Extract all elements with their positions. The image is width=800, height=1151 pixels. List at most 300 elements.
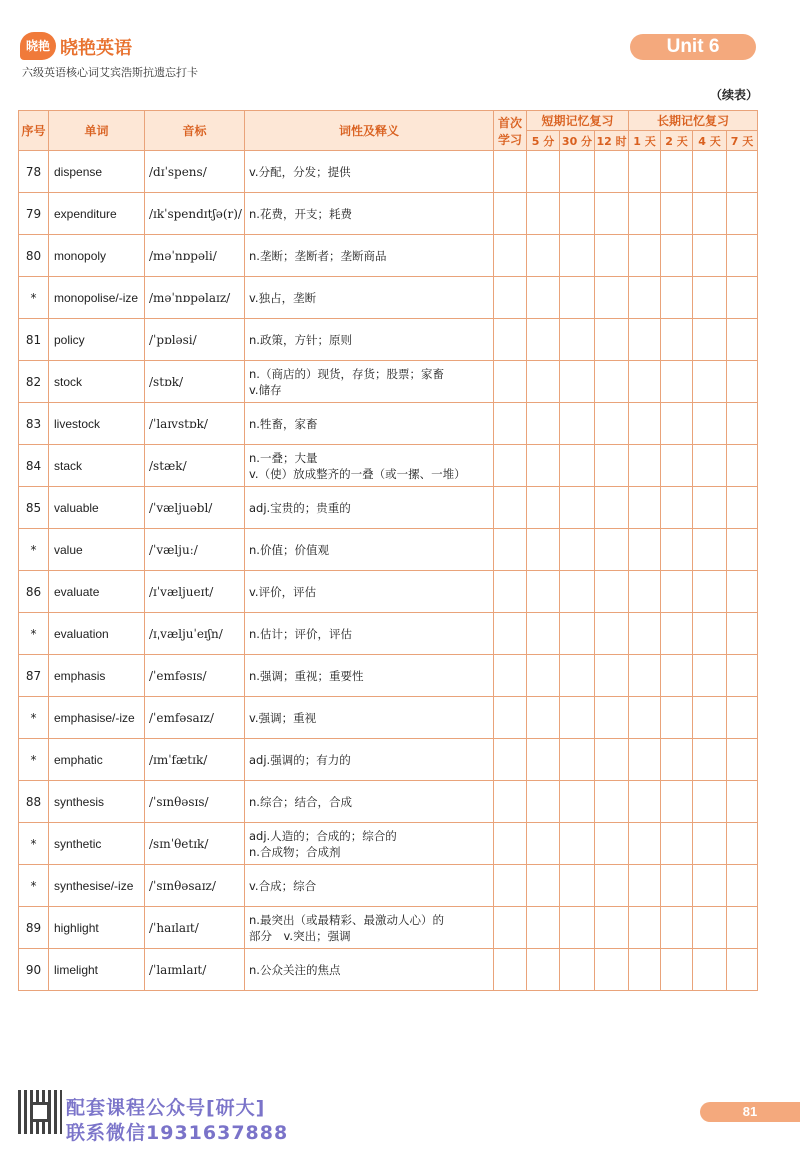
first-study-checkbox[interactable] [494, 907, 527, 949]
first-study-checkbox[interactable] [494, 445, 527, 487]
review-1day-checkbox[interactable] [629, 949, 661, 991]
definition-cell [245, 865, 494, 907]
review-12h-checkbox[interactable] [595, 781, 629, 823]
definition-cell [245, 319, 494, 361]
table-row [19, 613, 758, 655]
review-12h-checkbox[interactable] [595, 235, 629, 277]
review-30min-checkbox[interactable] [560, 739, 595, 781]
table-row [19, 235, 758, 277]
definition-line: n.最突出（或最精彩、最激动人心）的 [249, 912, 444, 927]
review-1day-checkbox[interactable] [629, 613, 661, 655]
first-study-checkbox[interactable] [494, 235, 527, 277]
review-1day-checkbox[interactable] [629, 739, 661, 781]
review-1day-checkbox[interactable] [629, 403, 661, 445]
header-30min: 30 分 [560, 131, 595, 151]
review-5min-checkbox[interactable] [527, 781, 560, 823]
phonetic-cell: /ˈlaɪvstɒk/ [145, 403, 245, 445]
review-4day-checkbox[interactable] [693, 571, 727, 613]
table-row [19, 403, 758, 445]
review-4day-checkbox[interactable] [693, 319, 727, 361]
definition-line: n.强调；重视；重要性 [249, 668, 364, 683]
review-2day-checkbox[interactable] [661, 613, 693, 655]
word-cell: evaluate [49, 571, 145, 613]
header-phonetic: 音标 [145, 111, 245, 151]
table-row [19, 865, 758, 907]
review-30min-checkbox[interactable] [560, 613, 595, 655]
review-5min-checkbox[interactable] [527, 655, 560, 697]
review-30min-checkbox[interactable] [560, 781, 595, 823]
page-number: 81 [700, 1102, 800, 1122]
phonetic-cell: /ɪˌvæljuˈeɪʃn/ [145, 613, 245, 655]
review-12h-checkbox[interactable] [595, 445, 629, 487]
review-5min-checkbox[interactable] [527, 907, 560, 949]
review-4day-checkbox[interactable] [693, 781, 727, 823]
review-4day-checkbox[interactable] [693, 151, 727, 193]
first-study-checkbox[interactable] [494, 571, 527, 613]
review-4day-checkbox[interactable] [693, 529, 727, 571]
row-number: * [19, 529, 49, 571]
review-12h-checkbox[interactable] [595, 151, 629, 193]
brand-title: 晓艳英语 [60, 38, 132, 59]
definition-line: adj.强调的；有力的 [249, 752, 351, 767]
definition-cell [245, 655, 494, 697]
review-2day-checkbox[interactable] [661, 529, 693, 571]
first-study-checkbox[interactable] [494, 361, 527, 403]
review-4day-checkbox[interactable] [693, 235, 727, 277]
review-5min-checkbox[interactable] [527, 529, 560, 571]
unit-badge: Unit 6 [630, 34, 756, 60]
row-number: 88 [19, 781, 49, 823]
review-5min-checkbox[interactable] [527, 865, 560, 907]
review-1day-checkbox[interactable] [629, 361, 661, 403]
row-number: * [19, 277, 49, 319]
word-cell: synthesise/-ize [49, 865, 145, 907]
book-subtitle: 六级英语核心词艾宾浩斯抗遗忘打卡 [22, 66, 198, 79]
phonetic-cell: /sɪnˈθetɪk/ [145, 823, 245, 865]
review-7day-checkbox[interactable] [727, 613, 758, 655]
review-12h-checkbox[interactable] [595, 613, 629, 655]
row-number: 78 [19, 151, 49, 193]
phonetic-cell: /ˈhaɪlaɪt/ [145, 907, 245, 949]
definition-line: n.估计；评价，评估 [249, 626, 352, 641]
review-7day-checkbox[interactable] [727, 823, 758, 865]
review-12h-checkbox[interactable] [595, 739, 629, 781]
row-number: 85 [19, 487, 49, 529]
row-number: 79 [19, 193, 49, 235]
table-body [19, 151, 758, 991]
review-12h-checkbox[interactable] [595, 361, 629, 403]
review-12h-checkbox[interactable] [595, 403, 629, 445]
first-study-checkbox[interactable] [494, 739, 527, 781]
table-row [19, 529, 758, 571]
review-1day-checkbox[interactable] [629, 529, 661, 571]
review-7day-checkbox[interactable] [727, 529, 758, 571]
review-5min-checkbox[interactable] [527, 739, 560, 781]
review-7day-checkbox[interactable] [727, 571, 758, 613]
table-row [19, 319, 758, 361]
review-12h-checkbox[interactable] [595, 277, 629, 319]
definition-cell [245, 949, 494, 991]
word-cell: limelight [49, 949, 145, 991]
table-row [19, 571, 758, 613]
review-5min-checkbox[interactable] [527, 445, 560, 487]
review-4day-checkbox[interactable] [693, 361, 727, 403]
review-7day-checkbox[interactable] [727, 949, 758, 991]
review-2day-checkbox[interactable] [661, 193, 693, 235]
word-cell: expenditure [49, 193, 145, 235]
review-7day-checkbox[interactable] [727, 655, 758, 697]
logo-icon: 晓艳 [20, 32, 56, 60]
word-cell: value [49, 529, 145, 571]
review-5min-checkbox[interactable] [527, 949, 560, 991]
review-1day-checkbox[interactable] [629, 697, 661, 739]
phonetic-cell: /ˈsɪnθəsɪs/ [145, 781, 245, 823]
table-row [19, 445, 758, 487]
review-30min-checkbox[interactable] [560, 487, 595, 529]
definition-cell [245, 739, 494, 781]
table-header-row [19, 111, 758, 131]
review-12h-checkbox[interactable] [595, 319, 629, 361]
first-study-checkbox[interactable] [494, 697, 527, 739]
first-study-checkbox[interactable] [494, 865, 527, 907]
review-30min-checkbox[interactable] [560, 277, 595, 319]
review-5min-checkbox[interactable] [527, 277, 560, 319]
review-5min-checkbox[interactable] [527, 613, 560, 655]
definition-line: v.独占，垄断 [249, 290, 317, 305]
review-5min-checkbox[interactable] [527, 319, 560, 361]
phonetic-cell: /stæk/ [145, 445, 245, 487]
phonetic-cell: /məˈnɒpəlaɪz/ [145, 277, 245, 319]
first-study-checkbox[interactable] [494, 319, 527, 361]
review-12h-checkbox[interactable] [595, 907, 629, 949]
first-study-checkbox[interactable] [494, 613, 527, 655]
definition-line: n.垄断；垄断者；垄断商品 [249, 248, 387, 263]
review-2day-checkbox[interactable] [661, 865, 693, 907]
header-long-term: 长期记忆复习 [629, 111, 758, 131]
review-4day-checkbox[interactable] [693, 445, 727, 487]
review-5min-checkbox[interactable] [527, 235, 560, 277]
definition-cell [245, 193, 494, 235]
review-30min-checkbox[interactable] [560, 193, 595, 235]
first-study-checkbox[interactable] [494, 949, 527, 991]
word-cell: valuable [49, 487, 145, 529]
review-30min-checkbox[interactable] [560, 823, 595, 865]
definition-line: n.一叠；大量 [249, 450, 318, 465]
definition-cell [245, 823, 494, 865]
row-number: 84 [19, 445, 49, 487]
review-7day-checkbox[interactable] [727, 193, 758, 235]
review-4day-checkbox[interactable] [693, 865, 727, 907]
table-row [19, 151, 758, 193]
review-1day-checkbox[interactable] [629, 151, 661, 193]
header-word: 单词 [49, 111, 145, 151]
word-cell: synthesis [49, 781, 145, 823]
review-1day-checkbox[interactable] [629, 487, 661, 529]
phonetic-cell: /ˈsɪnθəsaɪz/ [145, 865, 245, 907]
word-cell: highlight [49, 907, 145, 949]
definition-cell [245, 277, 494, 319]
definition-cell [245, 235, 494, 277]
definition-cell [245, 697, 494, 739]
word-cell: emphasise/-ize [49, 697, 145, 739]
definition-line: adj.人造的；合成的；综合的 [249, 828, 397, 843]
table-row [19, 193, 758, 235]
review-4day-checkbox[interactable] [693, 613, 727, 655]
header-short-term: 短期记忆复习 [527, 111, 629, 131]
word-cell: livestock [49, 403, 145, 445]
row-number: 83 [19, 403, 49, 445]
page-header [0, 0, 800, 110]
review-2day-checkbox[interactable] [661, 151, 693, 193]
phonetic-cell: /dɪˈspens/ [145, 151, 245, 193]
row-number: * [19, 823, 49, 865]
review-2day-checkbox[interactable] [661, 907, 693, 949]
review-4day-checkbox[interactable] [693, 697, 727, 739]
definition-cell [245, 151, 494, 193]
table-row [19, 487, 758, 529]
review-12h-checkbox[interactable] [595, 529, 629, 571]
definition-line: v.分配，分发；提供 [249, 164, 351, 179]
review-2day-checkbox[interactable] [661, 823, 693, 865]
review-7day-checkbox[interactable] [727, 277, 758, 319]
review-2day-checkbox[interactable] [661, 235, 693, 277]
definition-line: v.评价，评估 [249, 584, 317, 599]
word-cell: emphasis [49, 655, 145, 697]
review-2day-checkbox[interactable] [661, 319, 693, 361]
definition-cell [245, 487, 494, 529]
definition-line: v.强调；重视 [249, 710, 317, 725]
header-2day: 2 天 [661, 131, 693, 151]
definition-cell [245, 571, 494, 613]
review-5min-checkbox[interactable] [527, 403, 560, 445]
table-row [19, 697, 758, 739]
review-30min-checkbox[interactable] [560, 655, 595, 697]
review-7day-checkbox[interactable] [727, 403, 758, 445]
review-1day-checkbox[interactable] [629, 193, 661, 235]
review-7day-checkbox[interactable] [727, 739, 758, 781]
row-number: 86 [19, 571, 49, 613]
review-30min-checkbox[interactable] [560, 319, 595, 361]
review-1day-checkbox[interactable] [629, 865, 661, 907]
header-12h: 12 时 [595, 131, 629, 151]
table-row [19, 655, 758, 697]
review-2day-checkbox[interactable] [661, 277, 693, 319]
review-30min-checkbox[interactable] [560, 697, 595, 739]
review-1day-checkbox[interactable] [629, 823, 661, 865]
review-4day-checkbox[interactable] [693, 907, 727, 949]
review-2day-checkbox[interactable] [661, 781, 693, 823]
header-7day: 7 天 [727, 131, 758, 151]
review-7day-checkbox[interactable] [727, 445, 758, 487]
review-30min-checkbox[interactable] [560, 571, 595, 613]
word-cell: emphatic [49, 739, 145, 781]
review-12h-checkbox[interactable] [595, 487, 629, 529]
first-study-checkbox[interactable] [494, 655, 527, 697]
review-2day-checkbox[interactable] [661, 403, 693, 445]
definition-line: n.综合；结合，合成 [249, 794, 352, 809]
review-7day-checkbox[interactable] [727, 361, 758, 403]
header-5min: 5 分 [527, 131, 560, 151]
definition-cell [245, 361, 494, 403]
review-1day-checkbox[interactable] [629, 655, 661, 697]
review-30min-checkbox[interactable] [560, 529, 595, 571]
first-study-checkbox[interactable] [494, 193, 527, 235]
row-number: * [19, 739, 49, 781]
word-cell: policy [49, 319, 145, 361]
review-4day-checkbox[interactable] [693, 487, 727, 529]
first-study-checkbox[interactable] [494, 277, 527, 319]
review-5min-checkbox[interactable] [527, 571, 560, 613]
review-30min-checkbox[interactable] [560, 445, 595, 487]
phonetic-cell: /ˈpɒləsi/ [145, 319, 245, 361]
review-5min-checkbox[interactable] [527, 361, 560, 403]
definition-cell [245, 445, 494, 487]
row-number: 87 [19, 655, 49, 697]
vocabulary-table [18, 110, 758, 991]
word-cell: stock [49, 361, 145, 403]
review-4day-checkbox[interactable] [693, 949, 727, 991]
review-5min-checkbox[interactable] [527, 151, 560, 193]
review-2day-checkbox[interactable] [661, 655, 693, 697]
review-7day-checkbox[interactable] [727, 319, 758, 361]
first-study-checkbox[interactable] [494, 487, 527, 529]
review-12h-checkbox[interactable] [595, 865, 629, 907]
header-4day: 4 天 [693, 131, 727, 151]
review-12h-checkbox[interactable] [595, 949, 629, 991]
review-12h-checkbox[interactable] [595, 571, 629, 613]
review-2day-checkbox[interactable] [661, 571, 693, 613]
phonetic-cell: /məˈnɒpəli/ [145, 235, 245, 277]
definition-line: n.花费，开支；耗费 [249, 206, 352, 221]
review-30min-checkbox[interactable] [560, 907, 595, 949]
qr-code-icon [18, 1090, 62, 1134]
review-7day-checkbox[interactable] [727, 151, 758, 193]
definition-line: v.（使）放成整齐的一叠（或一摞、一堆） [249, 466, 466, 481]
word-cell: stack [49, 445, 145, 487]
review-30min-checkbox[interactable] [560, 235, 595, 277]
definition-cell [245, 781, 494, 823]
review-7day-checkbox[interactable] [727, 865, 758, 907]
table-row [19, 277, 758, 319]
footer-promo-line1: 配套课程公众号[研大] [66, 1097, 266, 1119]
review-4day-checkbox[interactable] [693, 655, 727, 697]
review-4day-checkbox[interactable] [693, 277, 727, 319]
review-4day-checkbox[interactable] [693, 193, 727, 235]
definition-cell [245, 613, 494, 655]
phonetic-cell: /ˈlaɪmlaɪt/ [145, 949, 245, 991]
review-7day-checkbox[interactable] [727, 781, 758, 823]
first-study-checkbox[interactable] [494, 403, 527, 445]
review-7day-checkbox[interactable] [727, 697, 758, 739]
review-7day-checkbox[interactable] [727, 487, 758, 529]
review-12h-checkbox[interactable] [595, 655, 629, 697]
review-1day-checkbox[interactable] [629, 781, 661, 823]
word-cell: evaluation [49, 613, 145, 655]
phonetic-cell: /ɪˈvæljueɪt/ [145, 571, 245, 613]
review-30min-checkbox[interactable] [560, 949, 595, 991]
phonetic-cell: /ˈemfəsɪs/ [145, 655, 245, 697]
review-4day-checkbox[interactable] [693, 403, 727, 445]
table-row [19, 949, 758, 991]
header-1day: 1 天 [629, 131, 661, 151]
review-2day-checkbox[interactable] [661, 487, 693, 529]
definition-cell [245, 907, 494, 949]
review-30min-checkbox[interactable] [560, 865, 595, 907]
phonetic-cell: /ɪmˈfætɪk/ [145, 739, 245, 781]
review-1day-checkbox[interactable] [629, 571, 661, 613]
row-number: 82 [19, 361, 49, 403]
word-cell: monopolise/-ize [49, 277, 145, 319]
review-30min-checkbox[interactable] [560, 151, 595, 193]
phonetic-cell: /ˈvæljuː/ [145, 529, 245, 571]
review-30min-checkbox[interactable] [560, 403, 595, 445]
review-1day-checkbox[interactable] [629, 319, 661, 361]
first-study-checkbox[interactable] [494, 823, 527, 865]
review-5min-checkbox[interactable] [527, 697, 560, 739]
review-5min-checkbox[interactable] [527, 193, 560, 235]
row-number: * [19, 697, 49, 739]
review-7day-checkbox[interactable] [727, 907, 758, 949]
review-5min-checkbox[interactable] [527, 823, 560, 865]
word-cell: synthetic [49, 823, 145, 865]
review-1day-checkbox[interactable] [629, 235, 661, 277]
header-seq: 序号 [19, 111, 49, 151]
first-study-checkbox[interactable] [494, 781, 527, 823]
definition-line: n.牲畜，家畜 [249, 416, 318, 431]
first-study-checkbox[interactable] [494, 151, 527, 193]
review-12h-checkbox[interactable] [595, 193, 629, 235]
definition-line: n.（商店的）现货，存货；股票；家畜 [249, 366, 444, 381]
review-1day-checkbox[interactable] [629, 907, 661, 949]
word-cell: dispense [49, 151, 145, 193]
row-number: 90 [19, 949, 49, 991]
review-12h-checkbox[interactable] [595, 823, 629, 865]
review-1day-checkbox[interactable] [629, 277, 661, 319]
definition-line: v.储存 [249, 382, 282, 397]
first-study-checkbox[interactable] [494, 529, 527, 571]
review-1day-checkbox[interactable] [629, 445, 661, 487]
row-number: 89 [19, 907, 49, 949]
table-row [19, 781, 758, 823]
table-row [19, 739, 758, 781]
definition-line: v.合成；综合 [249, 878, 317, 893]
review-5min-checkbox[interactable] [527, 487, 560, 529]
review-30min-checkbox[interactable] [560, 361, 595, 403]
header-first-study: 首次学习 [494, 111, 527, 151]
definition-line: n.政策，方针；原则 [249, 332, 352, 347]
definition-line: n.公众关注的焦点 [249, 962, 341, 977]
review-2day-checkbox[interactable] [661, 697, 693, 739]
phonetic-cell: /ˈemfəsaɪz/ [145, 697, 245, 739]
row-number: * [19, 865, 49, 907]
header-definition: 词性及释义 [245, 111, 494, 151]
review-4day-checkbox[interactable] [693, 739, 727, 781]
review-2day-checkbox[interactable] [661, 739, 693, 781]
review-4day-checkbox[interactable] [693, 823, 727, 865]
definition-cell [245, 403, 494, 445]
review-12h-checkbox[interactable] [595, 697, 629, 739]
phonetic-cell: /stɒk/ [145, 361, 245, 403]
definition-line: n.价值；价值观 [249, 542, 329, 557]
phonetic-cell: /ɪkˈspendɪtʃə(r)/ [145, 193, 245, 235]
definition-cell [245, 529, 494, 571]
table-row [19, 361, 758, 403]
row-number: 81 [19, 319, 49, 361]
review-2day-checkbox[interactable] [661, 445, 693, 487]
review-2day-checkbox[interactable] [661, 949, 693, 991]
review-7day-checkbox[interactable] [727, 235, 758, 277]
review-2day-checkbox[interactable] [661, 361, 693, 403]
